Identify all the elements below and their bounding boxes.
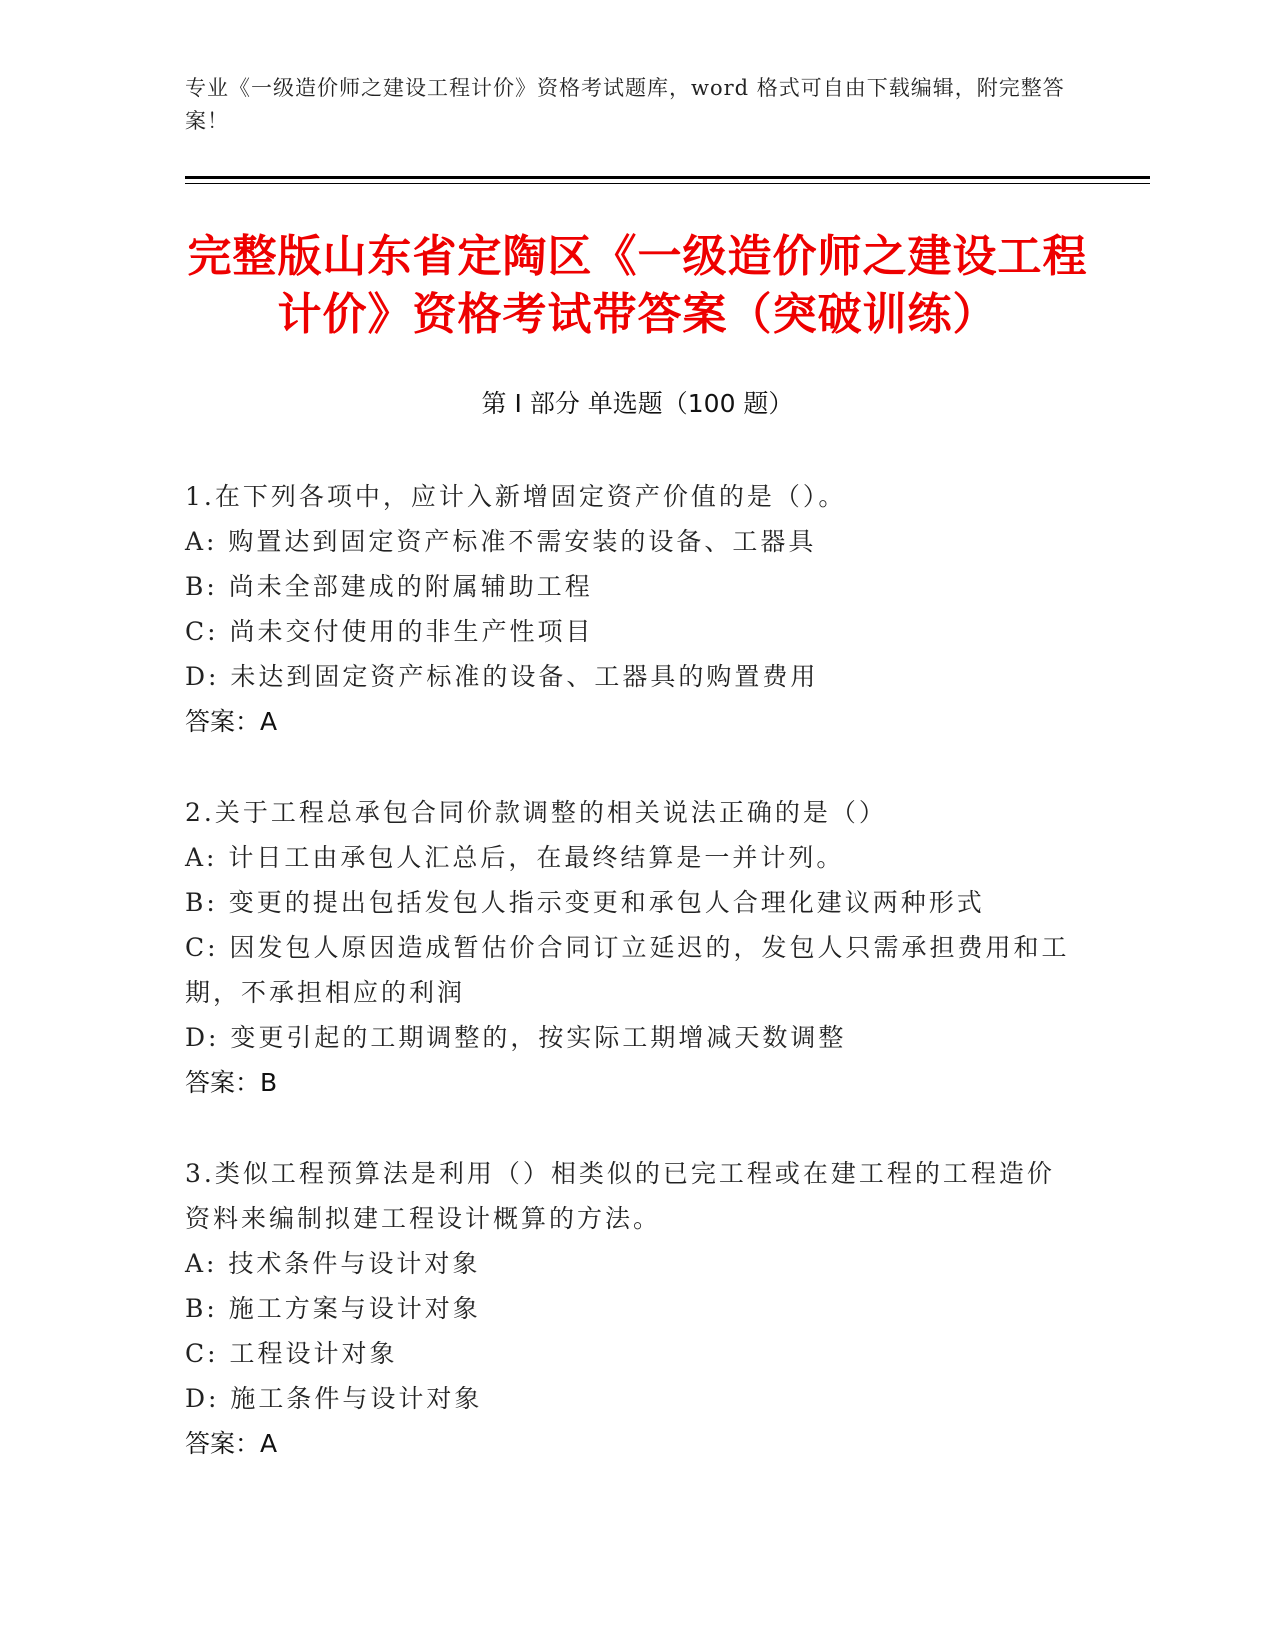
header-rule-thin	[185, 183, 1150, 184]
section-title: 第 I 部分 单选题（100 题）	[481, 389, 794, 418]
header-rule-thick	[185, 176, 1150, 179]
answer: 答案：A	[185, 1429, 278, 1458]
option-a: A: 购置达到固定资产标准不需安装的设备、工器具	[185, 527, 817, 556]
answer: 答案：B	[185, 1068, 278, 1097]
document-title: 完整版山东省定陶区《一级造价师之建设工程计价》资格考试带答案（突破训练）	[187, 231, 1088, 340]
header-note: 专业《一级造价师之建设工程计价》资格考试题库，word 格式可自由下载编辑，附完整答案！	[185, 76, 1065, 133]
option-b: B: 变更的提出包括发包人指示变更和承包人合理化建议两种形式	[185, 888, 985, 917]
option-b: B: 尚未全部建成的附属辅助工程	[185, 572, 593, 601]
option-a: A: 计日工由承包人汇总后，在最终结算是一并计列。	[185, 843, 845, 872]
question-stem: 3.类似工程预算法是利用（）相类似的已完工程或在建工程的工程造价资料来编制拟建工程设计概算的方法。	[185, 1159, 1055, 1233]
option-c: C: 尚未交付使用的非生产性项目	[185, 617, 594, 646]
question-list	[185, 474, 1075, 1512]
question-1	[185, 474, 1075, 744]
option-b: B: 施工方案与设计对象	[185, 1294, 481, 1323]
option-d: D: 未达到固定资产标准的设备、工器具的购置费用	[185, 662, 819, 691]
option-c: C: 工程设计对象	[185, 1339, 398, 1368]
question-stem: 1.在下列各项中，应计入新增固定资产价值的是（）。	[185, 482, 847, 511]
option-c: C: 因发包人原因造成暂估价合同订立延迟的，发包人只需承担费用和工期，不承担相应的利润	[185, 933, 1070, 1007]
answer: 答案：A	[185, 707, 278, 736]
option-d: D: 施工条件与设计对象	[185, 1384, 483, 1413]
question-stem: 2.关于工程总承包合同价款调整的相关说法正确的是（）	[185, 798, 887, 827]
question-2	[185, 790, 1075, 1105]
option-d: D: 变更引起的工期调整的，按实际工期增减天数调整	[185, 1023, 847, 1052]
question-3	[185, 1151, 1075, 1466]
option-a: A: 技术条件与设计对象	[185, 1249, 481, 1278]
